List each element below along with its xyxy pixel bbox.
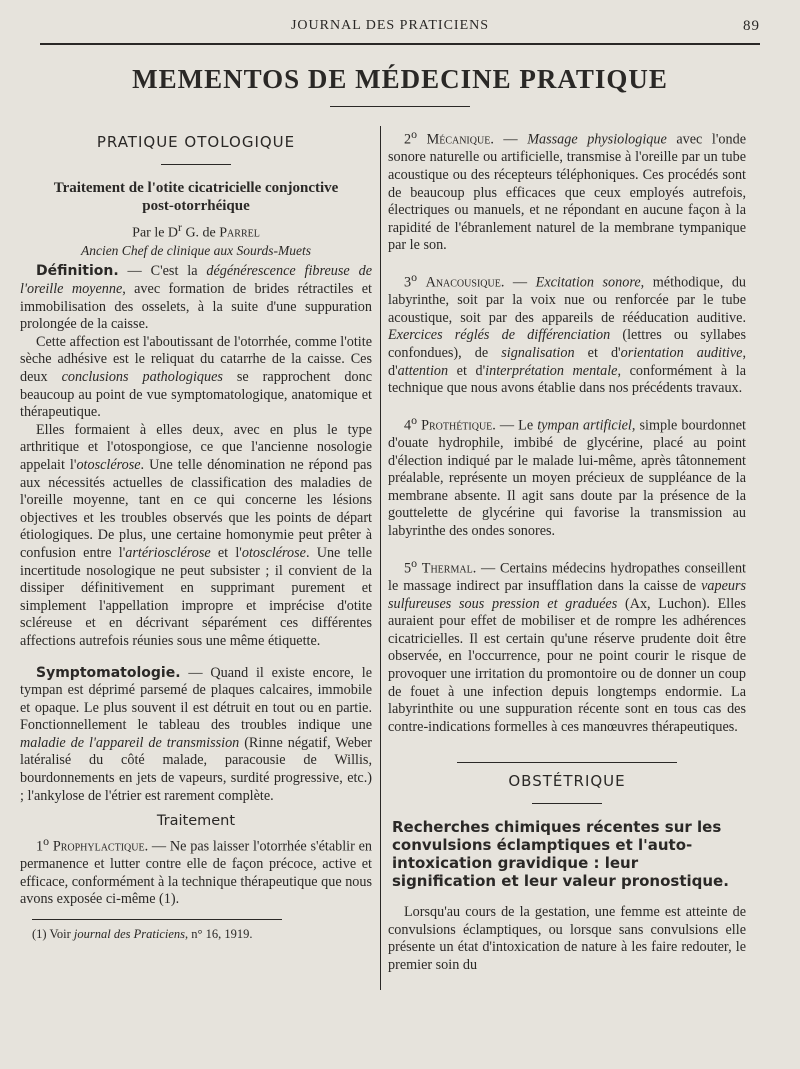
lead-symptomatologie: Symptomatologie.: [36, 664, 181, 681]
item-number: 3: [404, 274, 412, 291]
running-title: JOURNAL DES PRATICIENS: [290, 18, 490, 33]
left-column: [20, 126, 372, 944]
text-run: et l': [210, 544, 242, 561]
item-number-sup: o: [43, 833, 50, 848]
text-run: , n° 16, 1919.: [185, 926, 253, 941]
page-number: 89: [743, 18, 760, 34]
italic-run: orientation auditive: [620, 345, 743, 361]
italic-run: otosclérose: [76, 456, 141, 473]
italic-run: interprétation mentale: [485, 362, 618, 379]
obstetrique-block: [388, 762, 746, 974]
text-run: . Une telle incertitude nosologique ne peut subsister ; il convient de la dissiper définitivement en supprimant purement et simplement l'appellation impropre et imprécise d'otite scléreuse et en décrivant séparément ces différentes affections autrefois réunies sous une même étiquette.: [20, 544, 372, 649]
italic-run: otosclérose: [241, 544, 306, 561]
item-name: Prothétique: [421, 417, 493, 434]
text-run: . Une telle dénomination ne répond pas aux nécessités actuelles de classification des maladies de l'oreille moyenne, tant en ce qui concerne les lésions objectives et les troubles observés que les points de départ étiologiques. De plus, une certaine homonymie peut prêter à confusion entre l': [20, 456, 372, 561]
footnote-rule: [32, 919, 282, 920]
text-run: . — Certains médecins hydropathes conseillent le massage indirect par insufflation dans la caisse de: [388, 560, 746, 594]
article-title-line-2: post-otorrhéique: [142, 197, 250, 214]
footnote: [20, 926, 372, 944]
item-number-sup: o: [411, 127, 418, 141]
text-run: — C'est la: [118, 263, 207, 280]
italic-run: tympan artificiel: [537, 417, 632, 434]
section-rule: [457, 762, 677, 763]
treatment-heading: Traitement: [156, 813, 236, 830]
italic-run: maladie de l'appareil de transmission: [20, 734, 240, 751]
text-run: , simple bourdonnet d'ouate hydrophile, imbibé de glycérine, placé au point d'élection indiqué par le malade lui-même, après tâtonnement préalable, représente un moyen précieux de suppléance de la membrane absente. Il agit sans doute par la présence de la gouttelette de glycérine qui favorise la transmission au labyrinthe des ondes sonores.: [388, 417, 746, 540]
item-name: Thermal: [421, 560, 473, 577]
byline-surname: Parrel: [219, 225, 260, 241]
item-number: 5: [404, 560, 412, 577]
byline: [20, 219, 372, 242]
text-run: (1) Voir: [32, 926, 74, 941]
italic-run: artériosclérose: [125, 544, 211, 561]
text-run: . — Le: [492, 417, 538, 434]
italic-run: vapeurs sulfureuses sous pression et graduées: [388, 578, 746, 612]
italic-run: conclusions pathologiques: [61, 369, 223, 385]
lead-definition: Définition.: [36, 263, 119, 280]
running-head: [20, 18, 760, 40]
paragraph-prothetique: [388, 412, 746, 541]
section-rule: [532, 803, 602, 804]
paragraph-2: [20, 334, 372, 422]
italic-run: Excitation sonore: [535, 274, 641, 291]
column-separator: [380, 126, 381, 990]
author-affiliation: Ancien Chef de clinique aux Sourds-Muets: [80, 242, 312, 258]
item-name: Anacousique: [425, 274, 501, 291]
item-number-sup: o: [411, 269, 418, 284]
text-run: — Quand il existe encore, le tympan est déprimé parsemé de plaques calcaires, immobile et opaque. Le plus souvent il est détruit en tout ou en partie. Fonctionnellement le tableau des troubles indique une: [20, 664, 372, 734]
italic-run: attention: [397, 362, 449, 379]
text-run: (lettres ou syllabes confondues), de: [388, 327, 746, 361]
obstetrique-article-title: Recherches chimiques récentes sur les convulsions éclamptiques et l'auto-intoxication gravidique : leur signification et leur valeur pronostique.: [392, 817, 729, 890]
paragraph-anacousique: [388, 269, 746, 398]
title-rule: [330, 106, 470, 107]
text-run: se rapprochent donc beaucoup au point de vue symptomatologique, anatomique et thérapeutique.: [20, 369, 372, 421]
text-run: , conformément à la technique que nous avons établie dans nos précédents travaux.: [388, 362, 747, 397]
text-run: . —: [490, 131, 528, 148]
text-run: . — Ne pas laisser l'otorrhée s'établir en permanence et lutter contre elle de façon précoce, active et efficace, conformément à la technique thérapeutique que nous avons exposée ci-même (1).: [20, 838, 373, 908]
paragraph-mecanique: [388, 126, 746, 255]
text-run: Elles formaient à elles deux, avec en plus le type arthritique et l'otospongiose, ce que l'ancienne nosologie appelait l': [20, 421, 372, 473]
text-run: , d': [388, 345, 746, 379]
item-name: Prophylactique: [52, 838, 145, 855]
item-number: 2: [404, 131, 412, 148]
section-heading-obstetrique: OBSTÉTRIQUE: [508, 772, 626, 791]
text-run: et d': [574, 345, 621, 361]
italic-run: Massage physiologique: [527, 131, 667, 148]
item-number: 4: [404, 417, 412, 434]
paragraph-symptomatologie: [20, 665, 372, 806]
byline-name: G. de: [181, 225, 220, 241]
item-number: 1: [36, 838, 44, 855]
article-title-line-1: Traitement de l'otite cicatricielle conjonctive: [53, 179, 339, 196]
text-run: . —: [500, 274, 536, 291]
item-number-sup: o: [411, 555, 418, 570]
paragraph-obstetrique: Lorsqu'au cours de la gestation, une femme est atteinte de convulsions éclamptiques, ou lorsque sans convulsions elle présente un état d'intoxication de nature à les faire redouter, le premier soin du: [388, 903, 746, 973]
item-number-sup: o: [411, 412, 418, 427]
text-run: , avec formation de brides rétractiles et immobilisation des osselets, à la suite d'une suppuration prolongée de la caisse.: [20, 281, 372, 333]
italic-run: journal des Praticiens: [73, 926, 186, 941]
paragraph-prophylactique: [20, 833, 372, 909]
right-column: [388, 126, 746, 974]
italic-run: signalisation: [501, 345, 575, 361]
italic-run: dégénérescence fibreuse de l'oreille moyenne: [20, 263, 372, 298]
byline-prefix: Par le D: [132, 225, 179, 241]
section-heading-otologie: PRATIQUE OTOLOGIQUE: [96, 133, 296, 151]
text-run: (Rinne négatif, Weber latéralisé du côté malade, paracousie de Willis, bourdonnements en jets de vapeurs, surdité progressive, etc.) ; l'ankylose de l'étrier est rarement complète.: [20, 734, 373, 804]
italic-run: Exercices réglés de différenciation: [388, 327, 611, 344]
text-run: , méthodique, du labyrinthe, soit par la voix nue ou renforcée par le tube acoustique, soit par des appareils de rééducation auditive.: [388, 274, 747, 326]
text-run: Cette affection est l'aboutissant de l'otorrhée, comme l'otite sèche adhésive est le reliquat du catarrhe de la caisse. Ces deux: [20, 333, 372, 385]
section-rule: [161, 164, 231, 165]
article-title: [20, 179, 372, 215]
byline-sup: r: [178, 220, 182, 234]
text-run: (Ax, Luchon). Elles auraient pour effet de mobiliser et de rompre les adhérences cicatricielles. Il est certain qu'une réserve prudente doit être observée, en l'occurrence, pour ne point courir le risque de provoquer une irritation du promontoire ou de donner un coup de fouet à une infection depuis longtemps endormie. La labyrinthite ou une suppuration récente sont en tous cas des contre-indications formelles à ces manœuvres thérapeutiques.: [388, 595, 747, 735]
item-name: Mécanique: [426, 131, 491, 148]
text-run: avec l'onde sonore naturelle ou artificielle, transmise à l'oreille par un tube acoustique ou des récepteurs téléphoniques. Ces procédés sont de beaucoup plus efficaces que ceux employés autrefois, électriques ou manuels, et ne répondant en aucune façon à la rapidité de l'ébranlement naturel de la membrane tympanique par le son.: [388, 131, 746, 254]
paragraph-thermal: [388, 555, 746, 737]
header-rule: [40, 43, 760, 45]
main-title: MEMENTOS DE MÉDECINE PRATIQUE: [132, 64, 668, 94]
text-run: et d': [448, 362, 486, 379]
paragraph-3: [20, 422, 372, 651]
paragraph-definition: [20, 263, 372, 333]
